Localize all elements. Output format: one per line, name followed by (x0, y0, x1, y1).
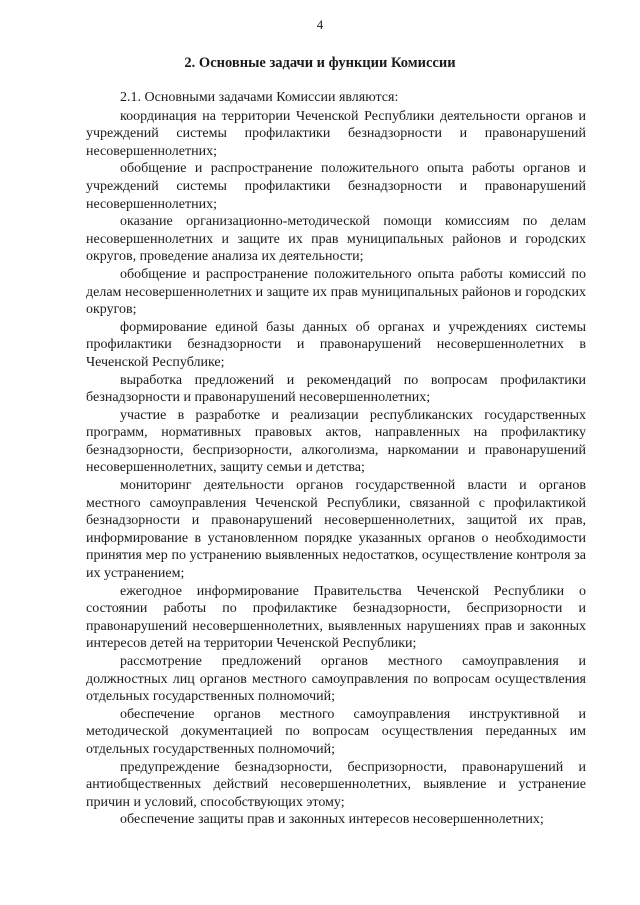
task-item: выработка предложений и рекомендаций по вопросам профилактики безнадзорности и правонарушений несовершеннолетних; (86, 372, 586, 406)
task-item: обеспечение защиты прав и законных интересов несовершеннолетних; (120, 812, 544, 828)
section-heading: 2. Основные задачи и функции Комиссии (184, 55, 456, 71)
task-item: оказание организационно-методической помощи комиссиям по делам несовершеннолетних и защите их прав муниципальных районов и городских округов, проведение анализа их деятельности; (86, 214, 586, 265)
task-item: рассмотрение предложений органов местного самоуправления и должностных лиц органов местного самоуправления по вопросам осуществления отдельных государственных полномочий; (86, 654, 586, 705)
task-item: предупреждение безнадзорности, беспризорности, правонарушений и антиобщественных действий несовершеннолетних, выявление и устранение причин и условий, способствующих этому; (86, 759, 586, 810)
task-item: ежегодное информирование Правительства Чеченской Республики о состоянии работы по профилактике безнадзорности, беспризорности и правонарушений несовершеннолетних, выявленных нарушениях прав и законных интересов детей на территории Чеченской Республики; (86, 583, 586, 652)
page-number: 4 (316, 17, 324, 32)
task-list (86, 108, 586, 829)
task-item: мониторинг деятельности органов государственной власти и органов местного самоуправления Чеченской Республики, связанной с профилактикой безнадзорности и правонарушений несовершеннолетних, защитой их прав, информирование в установленном порядке указанных органов о необходимости принятия мер по устранению выявленных недостатков, осуществление контроля за их устранением; (86, 478, 586, 582)
task-item: обеспечение органов местного самоуправления инструктивной и методической документацией по вопросам осуществления переданных им отдельных государственных полномочий; (86, 706, 586, 757)
section-intro: 2.1. Основными задачами Комиссии являются: (120, 90, 399, 105)
section-body (86, 89, 586, 829)
task-item: обобщение и распространение положительного опыта работы органов и учреждений системы профилактики безнадзорности и правонарушений несовершеннолетних; (86, 161, 586, 212)
task-item: формирование единой базы данных об органах и учреждениях системы профилактики безнадзорности и правонарушений несовершеннолетних в Чеченской Республике; (86, 319, 586, 370)
task-item: обобщение и распространение положительного опыта работы комиссий по делам несовершеннолетних и защите их прав муниципальных районов и городских округов; (86, 266, 586, 318)
task-item: координация на территории Чеченской Республики деятельности органов и учреждений системы профилактики безнадзорности и правонарушений несовершеннолетних; (86, 108, 586, 159)
task-item: участие в разработке и реализации республиканских государственных программ, нормативных правовых актов, направленных на профилактику безнадзорности, беспризорности, алкоголизма, наркомании и правонарушений несовершеннолетних, защиту семьи и детства; (86, 407, 586, 476)
